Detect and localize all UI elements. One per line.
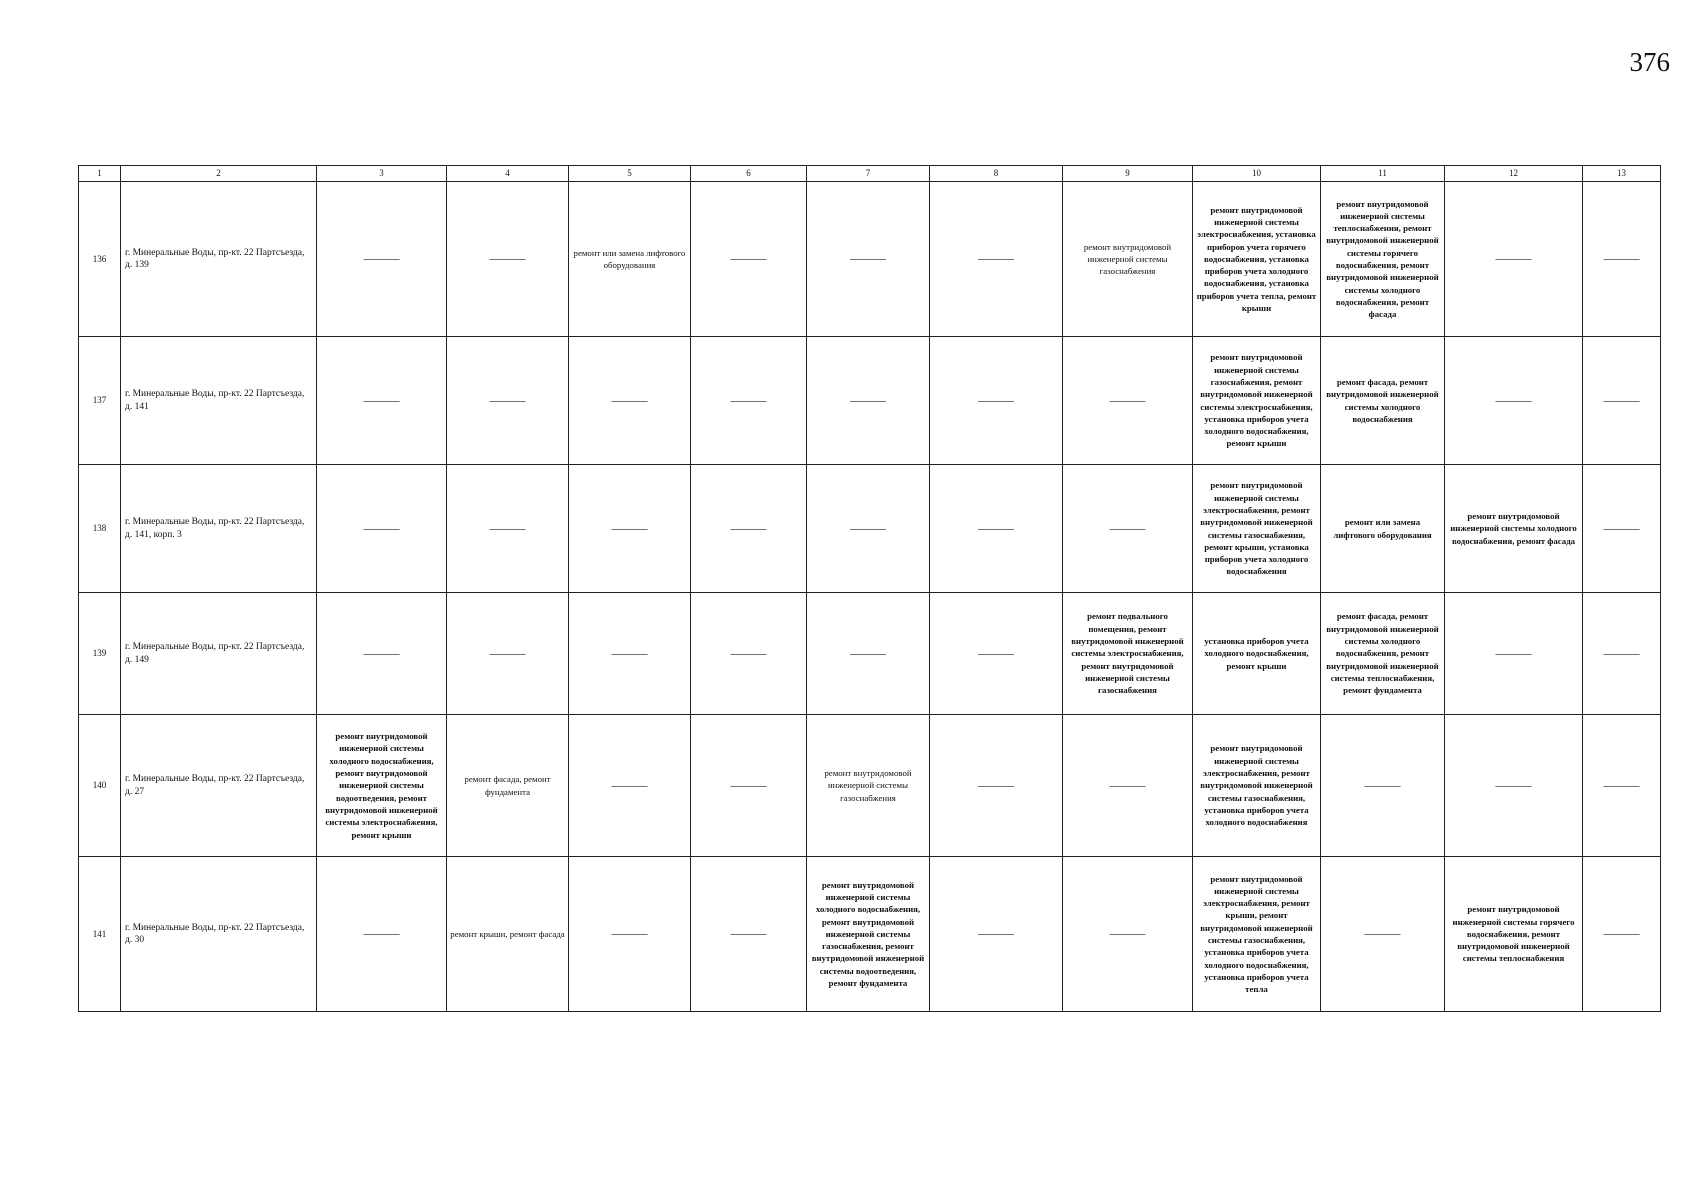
table-cell: ремонт фасада, ремонт фундамента — [447, 715, 569, 857]
column-header: 10 — [1193, 166, 1321, 182]
row-number: 139 — [79, 593, 121, 715]
column-header: 2 — [121, 166, 317, 182]
row-number: 137 — [79, 337, 121, 465]
table-cell: ремонт внутридомовой инженерной системы горячего водоснабжения, ремонт внутридомовой инженерной системы теплоснабжения — [1445, 857, 1583, 1012]
table-cell: ремонт внутридомовой инженерной системы холодного водоснабжения, ремонт внутридомовой инженерной системы водоотведения, ремонт внутридомовой инженерной системы электроснабжения, ремонт крыши — [317, 715, 447, 857]
address-cell: г. Минеральные Воды, пр-кт. 22 Партсъезда, д. 149 — [121, 593, 317, 715]
table-cell: ——— — [569, 715, 691, 857]
table-cell: ——— — [317, 857, 447, 1012]
column-header: 4 — [447, 166, 569, 182]
address-cell: г. Минеральные Воды, пр-кт. 22 Партсъезда, д. 139 — [121, 182, 317, 337]
table-cell: ——— — [1321, 857, 1445, 1012]
table-row — [79, 857, 1661, 1012]
row-number: 140 — [79, 715, 121, 857]
column-header: 13 — [1583, 166, 1661, 182]
table-cell: ——— — [930, 465, 1063, 593]
table-cell: ремонт внутридомовой инженерной системы холодного водоснабжения, ремонт внутридомовой инженерной системы газоснабжения, ремонт внутридомовой инженерной системы водоотведения, ремонт фундамента — [807, 857, 930, 1012]
table-cell: ремонт фасада, ремонт внутридомовой инженерной системы холодного водоснабжения, ремонт внутридомовой инженерной системы теплоснабжения, ремонт фундамента — [1321, 593, 1445, 715]
row-number: 141 — [79, 857, 121, 1012]
table-cell: ремонт или замена лифтового оборудования — [569, 182, 691, 337]
table-cell: ——— — [930, 337, 1063, 465]
table-cell: ремонт фасада, ремонт внутридомовой инженерной системы холодного водоснабжения — [1321, 337, 1445, 465]
table-cell: ——— — [1445, 715, 1583, 857]
table-cell: ——— — [691, 715, 807, 857]
table-cell: ——— — [317, 182, 447, 337]
table-cell: ——— — [1583, 465, 1661, 593]
table-cell: ремонт внутридомовой инженерной системы электроснабжения, ремонт крыши, ремонт внутридомовой инженерной системы газоснабжения, установка приборов учета холодного водоснабжения, установка приборов учета тепла — [1193, 857, 1321, 1012]
table-cell: ——— — [1063, 857, 1193, 1012]
table-cell: ——— — [569, 593, 691, 715]
table-cell: ——— — [691, 337, 807, 465]
table-row — [79, 593, 1661, 715]
row-number: 136 — [79, 182, 121, 337]
table-cell: ——— — [1445, 337, 1583, 465]
table-cell: ремонт внутридомовой инженерной системы теплоснабжения, ремонт внутридомовой инженерной системы горячего водоснабжения, ремонт внутридомовой инженерной системы холодного водоснабжения, ремонт фасада — [1321, 182, 1445, 337]
column-header: 7 — [807, 166, 930, 182]
table-cell: ——— — [930, 715, 1063, 857]
table-cell: ——— — [1583, 337, 1661, 465]
table-header — [79, 166, 1661, 182]
table-cell: ——— — [569, 337, 691, 465]
column-header: 3 — [317, 166, 447, 182]
table-cell: ремонт крыши, ремонт фасада — [447, 857, 569, 1012]
table-cell: ——— — [1445, 593, 1583, 715]
page-number: 376 — [1629, 47, 1670, 77]
table-cell: ——— — [1063, 337, 1193, 465]
table-cell: ——— — [447, 593, 569, 715]
table-cell: ——— — [317, 465, 447, 593]
table-cell: ремонт внутридомовой инженерной системы электроснабжения, установка приборов учета горячего водоснабжения, установка приборов учета холодного водоснабжения, установка приборов учета тепла, ремонт крыши — [1193, 182, 1321, 337]
table-cell: ремонт или замена лифтового оборудования — [1321, 465, 1445, 593]
table-cell: ——— — [807, 182, 930, 337]
table-cell: ——— — [807, 337, 930, 465]
column-header: 8 — [930, 166, 1063, 182]
table-row — [79, 182, 1661, 337]
table-cell: ——— — [1583, 593, 1661, 715]
table-cell: ——— — [1583, 857, 1661, 1012]
row-number: 138 — [79, 465, 121, 593]
table-cell: ремонт внутридомовой инженерной системы газоснабжения, ремонт внутридомовой инженерной системы электроснабжения, установка приборов учета холодного водоснабжения, ремонт крыши — [1193, 337, 1321, 465]
column-header: 9 — [1063, 166, 1193, 182]
table-cell: ремонт внутридомовой инженерной системы электроснабжения, ремонт внутридомовой инженерной системы газоснабжения, ремонт крыши, установка приборов учета холодного водоснабжения — [1193, 465, 1321, 593]
repair-schedule-table — [78, 165, 1661, 1012]
address-cell: г. Минеральные Воды, пр-кт. 22 Партсъезда, д. 30 — [121, 857, 317, 1012]
table-row — [79, 465, 1661, 593]
table-cell: ——— — [691, 182, 807, 337]
table-row — [79, 337, 1661, 465]
table-row — [79, 715, 1661, 857]
table-cell: ремонт внутридомовой инженерной системы газоснабжения — [807, 715, 930, 857]
table-cell: ——— — [569, 465, 691, 593]
table-cell: ——— — [317, 593, 447, 715]
table-cell: ремонт внутридомовой инженерной системы газоснабжения — [1063, 182, 1193, 337]
column-header: 1 — [79, 166, 121, 182]
table-cell: ——— — [930, 857, 1063, 1012]
table-cell: ——— — [1063, 715, 1193, 857]
column-header: 11 — [1321, 166, 1445, 182]
column-number-row — [79, 166, 1661, 182]
table-cell: ремонт внутридомовой инженерной системы электроснабжения, ремонт внутридомовой инженерной системы газоснабжения, установка приборов учета холодного водоснабжения — [1193, 715, 1321, 857]
table-cell: ——— — [807, 593, 930, 715]
table-cell: ——— — [691, 593, 807, 715]
table-cell: ремонт внутридомовой инженерной системы холодного водоснабжения, ремонт фасада — [1445, 465, 1583, 593]
column-header: 6 — [691, 166, 807, 182]
column-header: 12 — [1445, 166, 1583, 182]
address-cell: г. Минеральные Воды, пр-кт. 22 Партсъезда, д. 27 — [121, 715, 317, 857]
table-cell: ——— — [1063, 465, 1193, 593]
table-cell: ——— — [1583, 182, 1661, 337]
table-cell: ——— — [930, 593, 1063, 715]
table-body — [79, 182, 1661, 1012]
table-cell: ——— — [930, 182, 1063, 337]
table-cell: ——— — [691, 857, 807, 1012]
column-header: 5 — [569, 166, 691, 182]
table-cell: ——— — [1321, 715, 1445, 857]
table-cell: установка приборов учета холодного водоснабжения, ремонт крыши — [1193, 593, 1321, 715]
table-cell: ремонт подвального помещения, ремонт внутридомовой инженерной системы электроснабжения, ремонт внутридомовой инженерной системы газоснабжения — [1063, 593, 1193, 715]
table-cell: ——— — [1583, 715, 1661, 857]
table-cell: ——— — [447, 337, 569, 465]
table-cell: ——— — [807, 465, 930, 593]
table-cell: ——— — [569, 857, 691, 1012]
address-cell: г. Минеральные Воды, пр-кт. 22 Партсъезда, д. 141, корп. 3 — [121, 465, 317, 593]
table-cell: ——— — [447, 182, 569, 337]
table-cell: ——— — [1445, 182, 1583, 337]
table-cell: ——— — [447, 465, 569, 593]
table-cell: ——— — [691, 465, 807, 593]
table-cell: ——— — [317, 337, 447, 465]
address-cell: г. Минеральные Воды, пр-кт. 22 Партсъезда, д. 141 — [121, 337, 317, 465]
